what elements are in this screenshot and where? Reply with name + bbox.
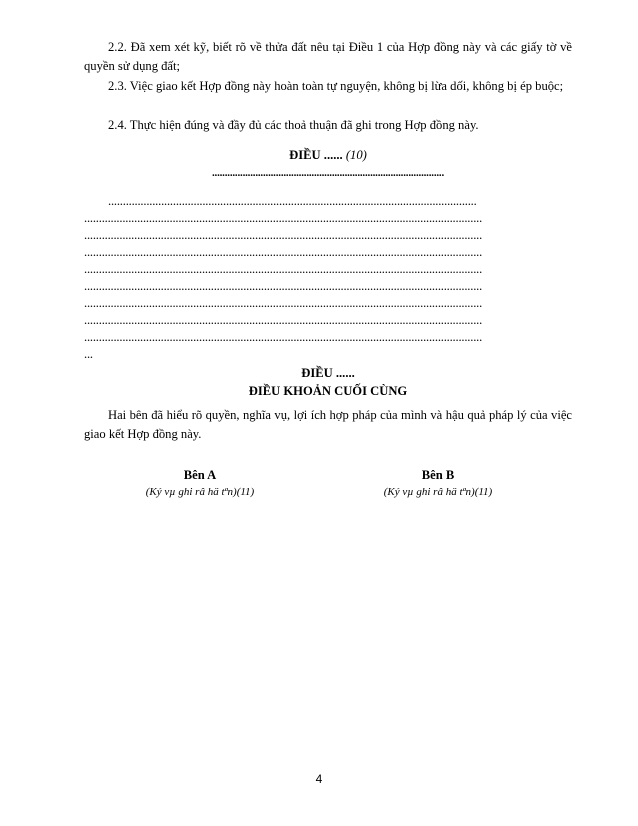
final-article-title: ĐIỀU KHOẢN CUỐI CÙNG bbox=[248, 384, 408, 398]
fill-line-10: ... bbox=[84, 347, 93, 361]
paragraph-2-2: 2.2. Đã xem xét kỹ, biết rõ về thửa đất nêu tại Điều 1 của Hợp đồng này và các giấy tờ về quyền sử dụng đất; bbox=[84, 40, 572, 73]
fill-line-2: ....................................................................................................................................... bbox=[84, 211, 483, 225]
article-heading-label: ĐIỀU ...... bbox=[289, 148, 343, 162]
party-a-label: Bên A bbox=[183, 468, 217, 482]
fill-line-7: ....................................................................................................................................... bbox=[84, 296, 483, 310]
party-a-sign-note: (Ký vµ ghi râ hä tªn)(11) bbox=[145, 486, 255, 498]
fill-line-8: ....................................................................................................................................... bbox=[84, 313, 483, 327]
article-title-dots: ........................................................................................... bbox=[211, 167, 445, 179]
page-number: 4 bbox=[315, 772, 323, 786]
party-b-label: Bên B bbox=[421, 468, 455, 482]
article-heading bbox=[84, 148, 572, 163]
fill-line-5: ....................................................................................................................................... bbox=[84, 262, 483, 276]
fill-line-4: ....................................................................................................................................... bbox=[84, 245, 483, 259]
paragraph-2-4: 2.4. Thực hiện đúng và đầy đủ các thoả thuận đã ghi trong Hợp đồng này. bbox=[108, 118, 479, 132]
article-heading-note: (10) bbox=[345, 148, 367, 162]
fill-line-3: ....................................................................................................................................... bbox=[84, 228, 483, 242]
fill-line-6: ....................................................................................................................................... bbox=[84, 279, 483, 293]
final-article-text: Hai bên đã hiểu rõ quyền, nghĩa vụ, lợi ích hợp pháp của mình và hậu quả pháp lý của việc giao kết Hợp đồng này. bbox=[84, 408, 572, 441]
paragraph-2-3: 2.3. Việc giao kết Hợp đồng này hoàn toàn tự nguyện, không bị lừa dối, không bị ép buộc; bbox=[108, 79, 564, 93]
fill-line-9: ....................................................................................................................................... bbox=[84, 330, 483, 344]
fill-line-1: ............................................................................................................................. bbox=[108, 194, 477, 208]
final-article-heading: ĐIỀU ...... bbox=[301, 366, 355, 380]
party-b-sign-note: (Ký vµ ghi râ hä tªn)(11) bbox=[383, 486, 493, 498]
